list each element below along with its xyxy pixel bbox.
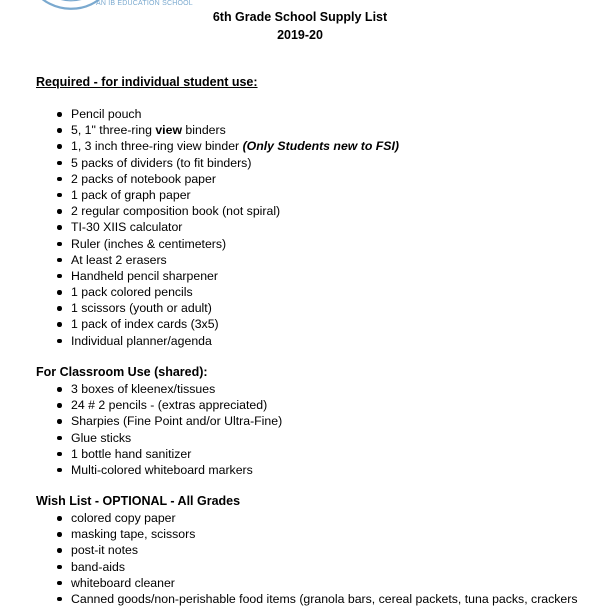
list-item	[36, 171, 576, 187]
list-item-text: 1 pack of index cards (3x5)	[71, 317, 219, 332]
list-item	[36, 187, 576, 203]
list-item	[36, 284, 576, 300]
required-section	[36, 73, 576, 349]
wishlist-heading: Wish List - OPTIONAL - All Grades	[36, 494, 241, 508]
list-item	[36, 155, 576, 171]
list-item	[36, 316, 576, 332]
list-item-text: 2 regular composition book (not spiral)	[71, 204, 281, 219]
list-item	[36, 219, 576, 235]
list-item	[36, 542, 576, 558]
list-item	[36, 122, 576, 138]
list-item-text: Multi-colored whiteboard markers	[71, 462, 253, 477]
list-item	[36, 236, 576, 252]
page-title: 6th Grade School Supply List	[212, 10, 388, 24]
classroom-list	[36, 381, 576, 478]
list-item-text: 2 packs of notebook paper	[71, 171, 216, 186]
list-item	[36, 252, 576, 268]
list-item-text: Canned goods/non-perishable food items (granola bars, cereal packets, tuna packs, crackers	[71, 591, 578, 606]
list-item	[36, 381, 576, 397]
list-item	[36, 268, 576, 284]
classroom-section	[36, 363, 576, 478]
list-item-text: (Only Students new to FSI)	[242, 139, 400, 154]
list-item-text: 24 # 2 pencils - (extras appreciated)	[71, 398, 268, 413]
list-item-text: 1 pack colored pencils	[71, 285, 193, 300]
list-item-text: 5, 1" three-ring	[71, 123, 156, 138]
list-item-text: 1, 3 inch three-ring view binder	[71, 139, 243, 154]
school-year: 2019-20	[277, 28, 323, 42]
list-item	[36, 591, 576, 607]
logo-tagline: AN IB EDUCATION SCHOOL	[96, 0, 193, 7]
wishlist-list	[36, 510, 576, 607]
list-item	[36, 203, 576, 219]
list-item-text: Individual planner/agenda	[71, 333, 212, 348]
list-item	[36, 300, 576, 316]
list-item	[36, 397, 576, 413]
list-item	[36, 106, 576, 122]
classroom-heading: For Classroom Use (shared):	[36, 365, 208, 379]
list-item	[36, 430, 576, 446]
list-item-text: band-aids	[71, 559, 126, 574]
list-item-text: Glue sticks	[71, 430, 132, 445]
list-item	[36, 510, 576, 526]
list-item	[36, 138, 576, 154]
list-item	[36, 462, 576, 478]
list-item-text: At least 2 erasers	[71, 252, 167, 267]
list-item-text: TI-30 XIIS calculator	[71, 220, 183, 235]
list-item-text: binders	[182, 123, 226, 138]
list-item-text: Handheld pencil sharpener	[71, 268, 218, 283]
list-item-text: Ruler (inches & centimeters)	[71, 236, 227, 251]
list-item-text: Sharpies (Fine Point and/or Ultra-Fine)	[71, 414, 283, 429]
wishlist-section	[36, 492, 576, 607]
list-item	[36, 559, 576, 575]
list-item-text: post-it notes	[71, 543, 138, 558]
list-item-text: Pencil pouch	[71, 107, 142, 121]
list-item-text: 1 scissors (youth or adult)	[71, 301, 212, 316]
required-list	[36, 106, 576, 349]
list-item	[36, 413, 576, 429]
required-heading: Required - for individual student use:	[36, 75, 258, 89]
list-item	[36, 446, 576, 462]
list-item-text: 3 boxes of kleenex/tissues	[71, 382, 216, 396]
list-item	[36, 575, 576, 591]
list-item-text: colored copy paper	[71, 511, 176, 525]
list-item-text: 5 packs of dividers (to fit binders)	[71, 155, 252, 170]
list-item-text: view	[155, 123, 183, 138]
list-item	[36, 526, 576, 542]
list-item-text: whiteboard cleaner	[71, 575, 175, 590]
list-item-text: 1 bottle hand sanitizer	[71, 446, 192, 461]
list-item-text: masking tape, scissors	[71, 527, 196, 542]
list-item-text: 1 pack of graph paper	[71, 187, 191, 202]
list-item	[36, 333, 576, 349]
